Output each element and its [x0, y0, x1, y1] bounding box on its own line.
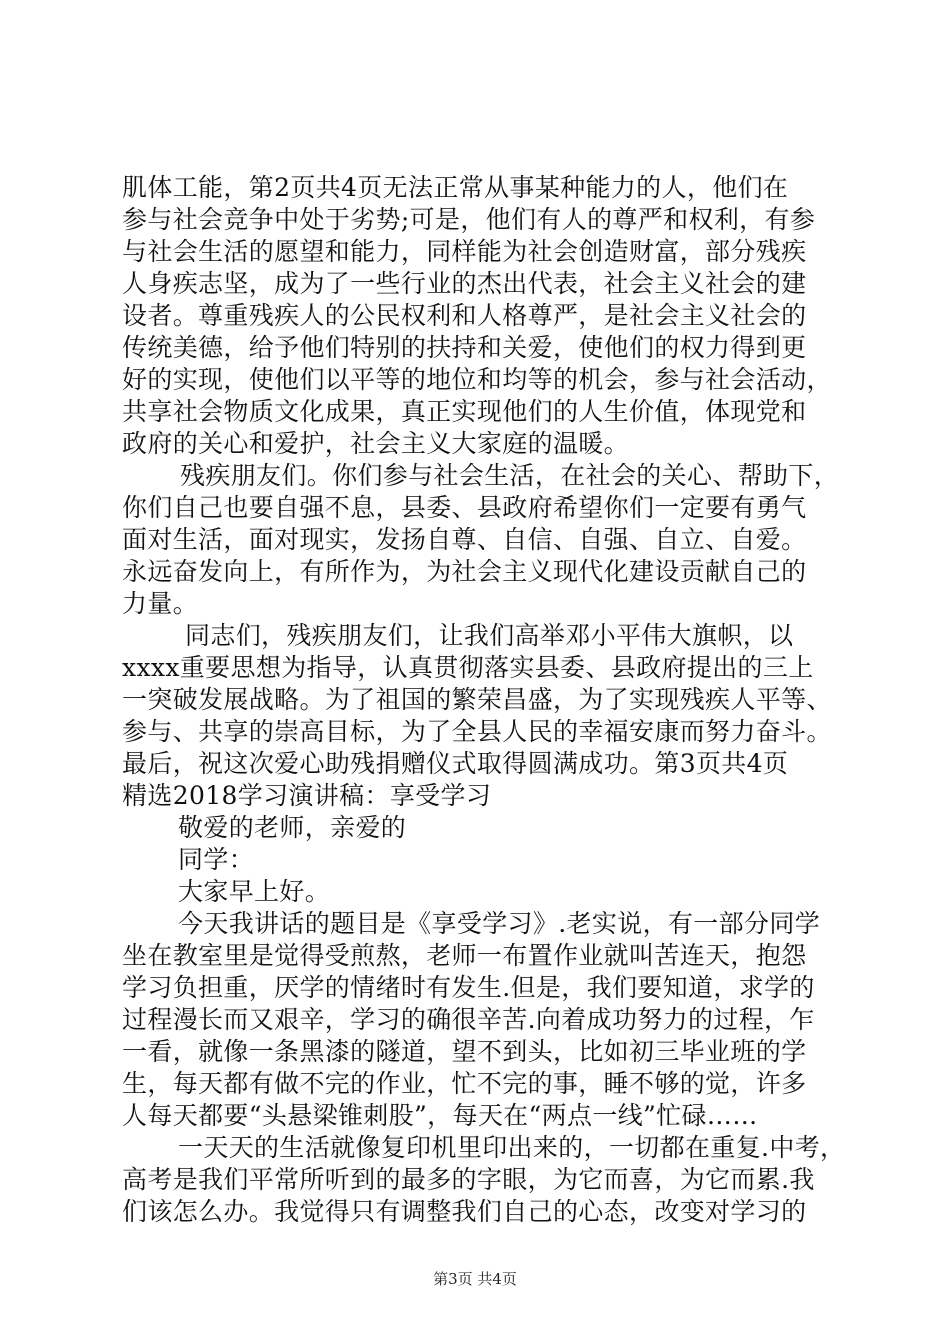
section-title: 精选2018学习演讲稿：享受学习 [122, 781, 492, 810]
text-line: 人每天都要“头悬梁锥刺股”，每天在“两点一线”忙碌…… [122, 1101, 758, 1130]
text-line: 残疾朋友们。你们参与社会生活，在社会的关心、帮助下， [180, 461, 840, 490]
text-line: 永远奋发向上，有所作为，为社会主义现代化建设贡献自己的 [122, 557, 807, 586]
text-line: 最后，祝这次爱心助残捐赠仪式取得圆满成功。第3页共4页 [122, 749, 789, 778]
text-line: 同学： [178, 845, 255, 874]
text-line: 敬爱的老师，亲爱的 [178, 813, 407, 842]
text-line: 生，每天都有做不完的作业，忙不完的事，睡不够的觉，许多 [122, 1069, 807, 1098]
text-line: 同志们，残疾朋友们，让我们高举邓小平伟大旗帜，以 [185, 621, 794, 650]
text-line: 好的实现，使他们以平等的地位和均等的机会，参与社会活动， [122, 365, 832, 394]
text-line: 力量。 [122, 589, 199, 618]
text-line: 一天天的生活就像复印机里印出来的，一切都在重复.中考， [178, 1133, 846, 1162]
page-number-footer: 第3页 共4页 [433, 1270, 517, 1288]
text-line: 参与社会竞争中处于劣势;可是，他们有人的尊严和权利，有参 [122, 205, 816, 234]
text-line: 肌体工能，第2页共4页无法正常从事某种能力的人，他们在 [122, 173, 789, 202]
text-line: 设者。尊重残疾人的公民权利和人格尊严，是社会主义社会的 [122, 301, 807, 330]
text-line: xxxx重要思想为指导，认真贯彻落实县委、县政府提出的三上 [122, 653, 814, 682]
text-line: 与社会生活的愿望和能力，同样能为社会创造财富，部分残疾 [122, 237, 807, 266]
text-line: 人身疾志坚，成为了一些行业的杰出代表，社会主义社会的建 [122, 269, 807, 298]
text-line: 一看，就像一条黑漆的隧道，望不到头，比如初三毕业班的学 [122, 1037, 807, 1066]
text-line: 过程漫长而又艰辛，学习的确很辛苦.向着成功努力的过程，乍 [122, 1005, 815, 1034]
text-line: 共享社会物质文化成果，真正实现他们的人生价值，体现党和 [122, 397, 807, 426]
text-line: 参与、共享的崇高目标，为了全县人民的幸福安康而努力奋斗。 [122, 717, 832, 746]
text-line: 一突破发展战略。为了祖国的繁荣昌盛，为了实现残疾人平等、 [122, 685, 832, 714]
text-line: 大家早上好。 [178, 877, 331, 906]
text-line: 今天我讲话的题目是《享受学习》.老实说，有一部分同学 [178, 909, 821, 938]
text-line: 高考是我们平常所听到的最多的字眼，为它而喜，为它而累.我 [122, 1165, 815, 1194]
text-line: 学习负担重，厌学的情绪时有发生.但是，我们要知道，求学的 [122, 973, 815, 1002]
text-line: 面对生活，面对现实，发扬自尊、自信、自强、自立、自爱。 [122, 525, 807, 554]
text-line: 政府的关心和爱护，社会主义大家庭的温暖。 [122, 429, 630, 458]
text-line: 坐在教室里是觉得受煎熬，老师一布置作业就叫苦连天，抱怨 [122, 941, 807, 970]
text-line: 传统美德，给予他们特别的扶持和关爱，使他们的权力得到更 [122, 333, 807, 362]
text-line: 们该怎么办。我觉得只有调整我们自己的心态，改变对学习的 [122, 1197, 807, 1226]
text-line: 你们自己也要自强不息，县委、县政府希望你们一定要有勇气 [122, 493, 807, 522]
